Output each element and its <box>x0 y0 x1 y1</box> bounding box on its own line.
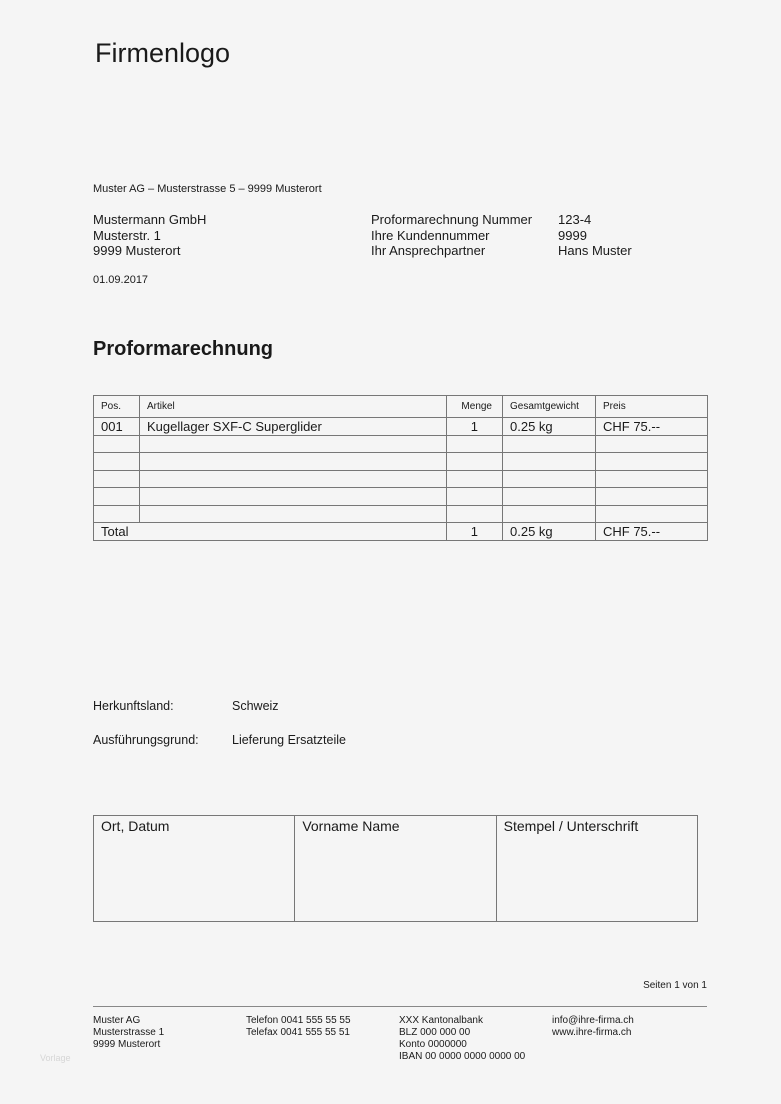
footer-text: Konto 0000000 <box>399 1039 467 1050</box>
meta-label: Proformarechnung Nummer <box>371 212 533 227</box>
items-table <box>93 395 708 541</box>
footer-text: IBAN 00 0000 0000 0000 00 <box>399 1051 526 1062</box>
footer-text: Muster AG <box>93 1015 141 1026</box>
cell-gewicht <box>503 470 596 488</box>
table-total-row <box>94 523 708 541</box>
meta-row-customer <box>371 228 632 244</box>
cell-pos: 001 <box>94 418 140 436</box>
cell-preis <box>596 488 708 506</box>
cell-preis <box>596 470 708 488</box>
meta-label: Ihr Ansprechpartner <box>371 243 486 258</box>
recipient-name: Mustermann GmbH <box>93 212 207 227</box>
table-row <box>94 505 708 523</box>
footer-text: BLZ 000 000 00 <box>399 1027 471 1038</box>
meta-value: Hans Muster <box>558 243 632 258</box>
cell-gewicht: 0.25 kg <box>503 418 596 436</box>
cell-menge: 1 <box>447 418 503 436</box>
meta-row-number <box>371 212 632 228</box>
cell-pos <box>94 488 140 506</box>
header-menge: Menge <box>447 396 503 418</box>
meta-label: Ihre Kundennummer <box>371 227 490 243</box>
signature-stamp: Stempel / Unterschrift <box>496 816 697 922</box>
reason-row <box>93 733 346 747</box>
recipient-city: 9999 Musterort <box>93 243 181 258</box>
table-header-row <box>94 396 708 418</box>
cell-menge <box>447 453 503 471</box>
cell-preis <box>596 505 708 523</box>
footer-text: Musterstrasse 1 <box>93 1027 165 1038</box>
total-preis: CHF 75.-- <box>596 523 708 541</box>
footer-text: Telefon 0041 555 55 55 <box>246 1015 351 1026</box>
cell-gewicht <box>503 488 596 506</box>
document-title: Proformarechnung <box>93 338 274 360</box>
cell-artikel <box>140 470 447 488</box>
reason-label: Ausführungsgrund: <box>93 733 199 747</box>
header-preis: Preis <box>596 396 708 418</box>
cell-gewicht <box>503 453 596 471</box>
company-logo-placeholder: Firmenlogo <box>95 38 231 68</box>
meta-row-contact <box>371 243 632 259</box>
footer-text: XXX Kantonalbank <box>399 1015 483 1026</box>
origin-row <box>93 699 279 713</box>
table-row <box>94 418 708 436</box>
footer-text: www.ihre-firma.ch <box>552 1027 632 1038</box>
cell-menge <box>447 470 503 488</box>
cell-pos <box>94 505 140 523</box>
watermark: Vorlage <box>40 1053 71 1063</box>
total-gewicht: 0.25 kg <box>503 523 596 541</box>
table-row <box>94 435 708 453</box>
recipient-street: Musterstr. 1 <box>93 227 161 243</box>
table-row <box>94 453 708 471</box>
table-row <box>94 488 708 506</box>
cell-preis: CHF 75.-- <box>596 418 708 436</box>
cell-gewicht <box>503 505 596 523</box>
header-artikel: Artikel <box>140 396 447 418</box>
origin-value: Schweiz <box>232 699 279 713</box>
cell-menge <box>447 505 503 523</box>
cell-artikel <box>140 453 447 471</box>
cell-artikel: Kugellager SXF-C Superglider <box>140 418 447 436</box>
table-row <box>94 470 708 488</box>
invoice-meta <box>371 212 632 259</box>
page-count: Seiten 1 von 1 <box>643 980 707 991</box>
recipient-address <box>93 212 206 259</box>
signature-table <box>93 815 698 922</box>
footer-bank <box>399 1015 525 1063</box>
cell-pos <box>94 435 140 453</box>
reason-value: Lieferung Ersatzteile <box>232 733 346 747</box>
cell-menge <box>447 488 503 506</box>
signature-name: Vorname Name <box>295 816 496 922</box>
document-date: 01.09.2017 <box>93 274 149 286</box>
cell-artikel <box>140 505 447 523</box>
cell-pos <box>94 470 140 488</box>
cell-pos <box>94 453 140 471</box>
footer-contact <box>552 1015 634 1039</box>
origin-label: Herkunftsland: <box>93 699 174 713</box>
header-gewicht: Gesamtgewicht <box>503 396 596 418</box>
footer-company <box>93 1015 164 1051</box>
cell-gewicht <box>503 435 596 453</box>
footer-text: 9999 Musterort <box>93 1039 161 1050</box>
meta-value: 9999 <box>558 227 587 243</box>
header-pos: Pos. <box>94 396 140 418</box>
footer-divider <box>93 1006 707 1007</box>
footer-text: Telefax 0041 555 55 51 <box>246 1027 350 1038</box>
meta-value: 123-4 <box>558 212 592 227</box>
total-label: Total <box>94 523 447 541</box>
sender-line: Muster AG – Musterstrasse 5 – 9999 Musterort <box>93 183 322 195</box>
cell-menge <box>447 435 503 453</box>
cell-artikel <box>140 435 447 453</box>
cell-preis <box>596 435 708 453</box>
signature-place-date: Ort, Datum <box>94 816 295 922</box>
footer-text: info@ihre-firma.ch <box>552 1015 634 1026</box>
footer-phone <box>246 1015 351 1039</box>
cell-preis <box>596 453 708 471</box>
total-menge: 1 <box>447 523 503 541</box>
cell-artikel <box>140 488 447 506</box>
